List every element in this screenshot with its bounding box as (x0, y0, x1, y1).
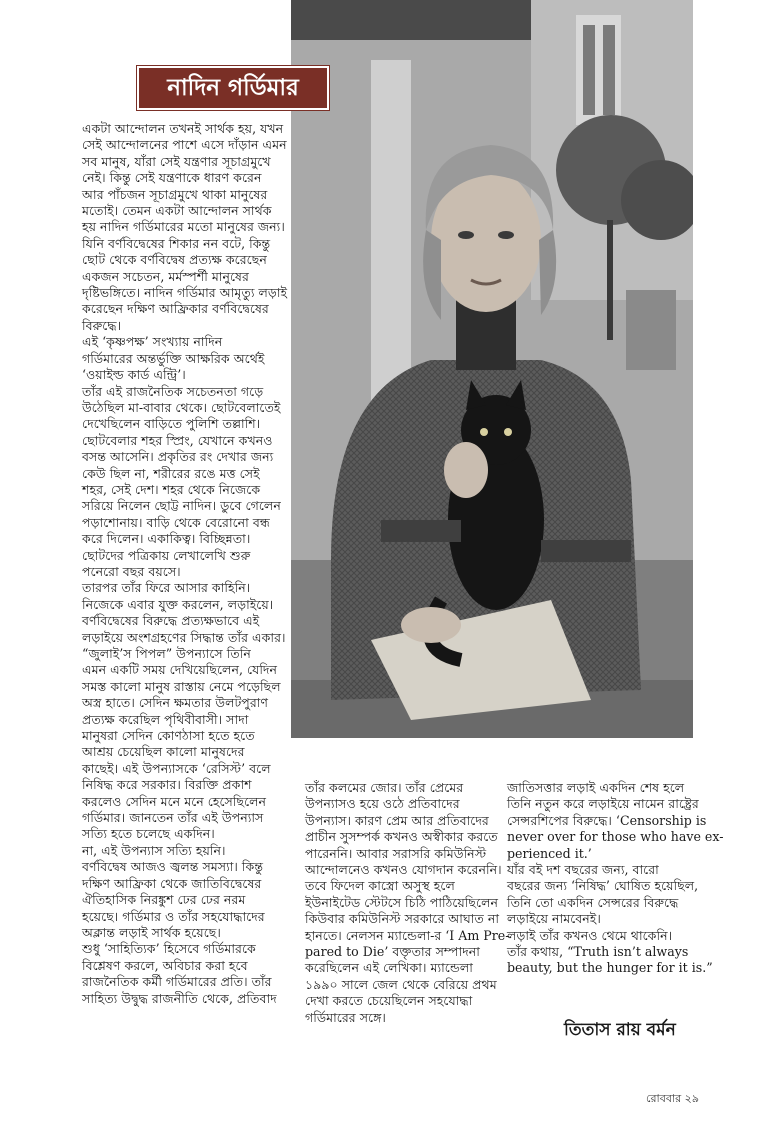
text-line: ১৯৯০ সালে জেল থেকে বেরিয়ে প্রথম (305, 976, 497, 992)
portrait-photo (291, 0, 693, 738)
text-line: এই ‘কৃষ্ণপক্ষ’ সংখ্যায় নাদিন (82, 334, 223, 350)
column-right (507, 780, 724, 977)
text-line: নিষিদ্ধ করে সরকার। বিরক্তি প্রকাশ (82, 777, 252, 793)
text-line: করে দিলেন। একাকিত্ব। বিচ্ছিন্নতা। (82, 531, 251, 547)
text-line: শহর, সেই দেশ। শহর থেকে নিজেকে (82, 481, 261, 497)
text-line: প্রাচীন সুসম্পর্ক কখনও অস্বীকার করতে (305, 829, 498, 845)
text-line: তিনি নতুন করে লড়াইয়ে নামেন রাষ্ট্রের (507, 796, 699, 812)
text-line: কিউবার কমিউনিস্ট সরকারে আঘাত না (305, 911, 500, 927)
text-line: মতোই। তেমন একটা আন্দোলন সার্থক (82, 203, 272, 219)
article-title-box (137, 66, 329, 110)
text-line: যিনি বর্ণবিদ্বেষের শিকার নন বটে, কিন্তু (82, 235, 271, 251)
text-line: সমস্ত কালো মানুষ রাস্তায় নেমে পড়েছিল (82, 678, 281, 694)
text-line: ‘ওয়াইল্ড কার্ড এন্ট্রি’। (82, 367, 186, 383)
text-line: pared to Die’ বক্তৃতার সম্পাদনা (305, 944, 480, 960)
text-line: নেই। কিন্তু সেই যন্ত্রণাকে ধারণ করেন (82, 170, 262, 186)
text-line: তাঁর কথায়, “Truth isn’t always (507, 944, 689, 960)
text-line: না, এই উপন্যাস সত্যি হয়নি। (82, 842, 226, 858)
text-line: গর্ডিমারের সঙ্গে। (305, 1009, 386, 1025)
text-line: সরিয়ে নিলেন ছোট্ট নাদিন। ডুবে গেলেন (82, 498, 281, 514)
text-line: ঐতিহাসিক নিরঙ্কুশ ঢের ঢের নরম (82, 892, 246, 908)
text-line: উঠেছিল মা-বাবার থেকে। ছোটবেলাতেই (82, 399, 281, 415)
text-line: লড়াই তাঁর কখনও থেমে থাকেনি। (507, 927, 673, 943)
text-line: দেখা করতে চেয়েছিলেন সহযোদ্ধা (305, 993, 473, 1009)
text-line: একটা আন্দোলন তখনই সার্থক হয়, যখন (82, 121, 284, 136)
text-line: আর পাঁচজন সূচাগ্রমুখে থাকা মানুষের (82, 186, 268, 202)
text-line: বিশ্লেষণ করলে, অবিচার করা হবে (82, 957, 248, 973)
text-line: করেছেন দক্ষিণ আফ্রিকার বর্ণবিদ্বেষের (82, 301, 269, 317)
text-line: রাজনৈতিক কর্মী গর্ডিমারের প্রতি। তাঁর (82, 974, 272, 990)
text-line: তাঁর এই রাজনৈতিক সচেতনতা গড়ে (82, 383, 264, 399)
text-line: সাহিত্য উদ্বুদ্ধ রাজনীতি থেকে, প্রতিবাদ (82, 990, 277, 1006)
text-line: অস্ত্র হাতে। সেদিন ক্ষমতার উলটপুরাণ (82, 695, 269, 711)
text-line: দৃষ্টিভঙ্গিতে। নাদিন গর্ডিমার আমৃত্যু লড়াই (82, 285, 288, 301)
text-line: তবে ফিদেল কাস্ত্রো অসুস্থ হলে (305, 878, 455, 894)
column-left (82, 121, 292, 1007)
column-middle (305, 780, 510, 1026)
text-line: তিনি তো একদিন সেন্সরের বিরুদ্ধে (507, 894, 679, 910)
text-line: ছোট থেকে বর্ণবিদ্বেষ প্রত্যক্ষ করেছেন (82, 252, 267, 268)
text-line: “জুলাই’স পিপল” উপন্যাসে তিনি (82, 646, 251, 661)
text-line: ছোটবেলার শহর স্প্রিং, যেখানে কখনও (82, 432, 273, 448)
text-line: perienced it.’ (507, 845, 592, 861)
text-line: জাতিসত্তার লড়াই একদিন শেষ হলে (507, 780, 685, 795)
text-line: বছরের জন্য ‘নিষিদ্ধ’ ঘোষিত হয়েছিল, (507, 878, 699, 894)
text-line: গর্ডিমার। জানতেন তাঁর এই উপন্যাস (82, 810, 264, 826)
text-line: পড়াশোনায়। বাড়ি থেকে বেরোনো বন্ধ (82, 514, 270, 530)
text-line: মানুষরা সেদিন কোণঠাসা হতে হতে (82, 728, 255, 744)
text-line: তারপর তাঁর ফিরে আসার কাহিনি। (82, 580, 251, 596)
text-line: লড়াইয়ে নামবেনই। (507, 911, 601, 927)
text-line: তাঁর কলমের জোর। তাঁর প্রেমের (305, 780, 464, 795)
text-line: করেছিলেন এই লেখিকা। ম্যান্ডেলা (305, 960, 473, 976)
text-line: করলেও সেদিন মনে মনে হেসেছিলেন (82, 793, 267, 809)
text-line: সেন্সরশিপের বিরুদ্ধে। ‘Censorship is (507, 812, 707, 828)
text-line: লড়াইয়ে অংশগ্রহণের সিদ্ধান্ত তাঁর একার। (82, 629, 286, 645)
text-line: ইউনাইটেড স্টেটসে চিঠি পাঠিয়েছিলেন (305, 894, 499, 910)
text-line: never over for those who have ex- (507, 829, 724, 845)
text-line: শুধু ‘সাহিত্যিক’ হিসেবে গর্ডিমারকে (82, 941, 256, 957)
text-line: beauty, but the hunger for it is.” (507, 960, 713, 976)
text-line: কাছেই। এই উপন্যাসকে ‘রেসিস্ট’ বলে (82, 760, 271, 776)
text-line: ছোটদের পত্রিকায় লেখালেখি শুরু (82, 547, 251, 563)
text-line: কেউ ছিল না, শরীরের রঙে মত্ত সেই (82, 465, 260, 481)
text-line: উপন্যাস। কারণ প্রেম আর প্রতিবাদের (305, 812, 489, 828)
text-line: একজন সচেতন, মর্মস্পর্শী মানুষের (82, 268, 249, 284)
text-line: নিজেকে এবার যুক্ত করলেন, লড়াইয়ে। (82, 596, 274, 612)
text-line: হয়েছে। গর্ডিমার ও তাঁর সহযোদ্ধাদের (82, 908, 265, 924)
text-line: হানতে। নেলসন ম্যান্ডেলা-র ‘I Am Pre- (305, 927, 510, 943)
text-line: হয় নাদিন গর্ডিমারের মতো মানুষের জন্য। (82, 219, 285, 235)
page-footer: রোববার ২৯ (646, 1092, 699, 1105)
text-line: আন্দোলনেও কখনও যোগদান করেননি। (305, 862, 502, 878)
author-byline: তিতাস রায় বর্মন (564, 1020, 676, 1040)
text-line: সব মানুষ, যাঁরা সেই যন্ত্রণার সূচাগ্রমুখে (82, 153, 271, 169)
text-line: গর্ডিমারের অন্তর্ভুক্তি আক্ষরিক অর্থেই (82, 350, 265, 366)
article-title: নাদিন গর্ডিমার (167, 74, 299, 101)
text-line: প্রত্যক্ষ করেছিল পৃথিবীবাসী। সাদা (82, 711, 249, 727)
text-line: বিরুদ্ধে। (82, 317, 122, 333)
portrait-photo-with-black-cat-icon (291, 0, 693, 738)
text-line: বর্ণবিদ্বেষ আজও জ্বলন্ত সমস্যা। কিন্তু (82, 859, 264, 875)
text-line: বর্ণবিদ্বেষের বিরুদ্ধে প্রত্যক্ষভাবে এই (82, 613, 260, 629)
text-line: উপন্যাসও হয়ে ওঠে প্রতিবাদের (305, 796, 460, 812)
text-line: পারেননি। আবার সরাসরি কমিউনিস্ট (305, 845, 487, 861)
text-line: যাঁর বই দশ বছরের জন্য, বারো (507, 862, 659, 878)
text-line: আশ্রয় চেয়েছিল কালো মানুষদের (82, 744, 245, 760)
text-line: অক্লান্ত লড়াই সার্থক হয়েছে। (82, 924, 221, 940)
text-line: সত্যি হতে চলেছে একদিন। (82, 826, 215, 842)
text-line: পনেরো বছর বয়সে। (82, 563, 181, 579)
text-line: এমন একটি সময় দেখিয়েছিলেন, যেদিন (82, 662, 278, 678)
text-line: দেখেছিলেন বাড়িতে পুলিশি তল্লাশি। (82, 416, 261, 432)
text-line: দক্ষিণ আফ্রিকা থেকে জাতিবিদ্বেষের (82, 875, 262, 891)
text-line: বসন্ত আসেনি। প্রকৃতির রং দেখার জন্য (82, 449, 274, 465)
text-line: সেই আন্দোলনের পাশে এসে দাঁড়ান এমন (82, 137, 287, 153)
